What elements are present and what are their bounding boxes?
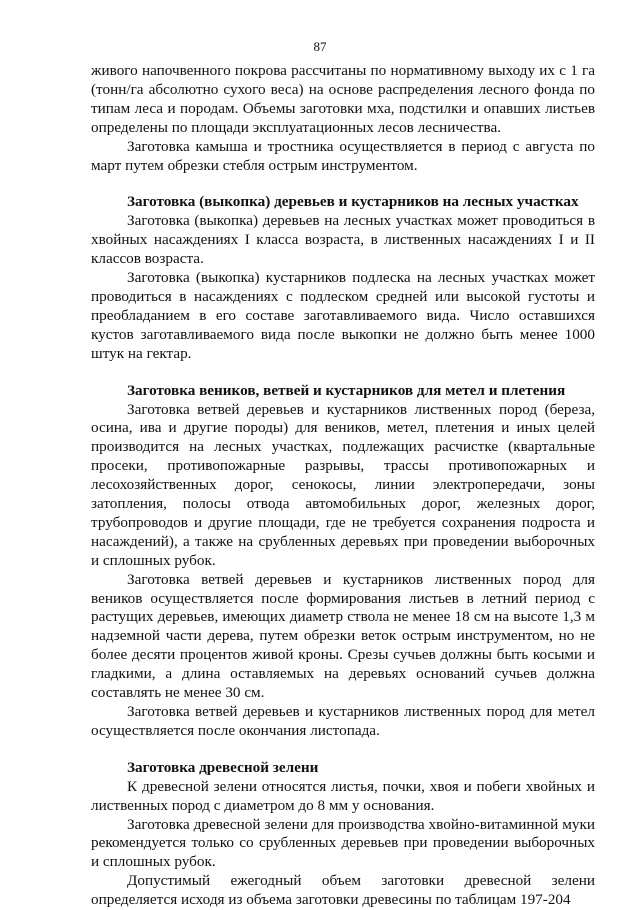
paragraph: Допустимый ежегодный объем заготовки древесной зелени определяется исходя из объема заготовки древесины по таблицам 197-204 <box>91 872 595 909</box>
paragraph: Заготовка древесной зелени для производства хвойно-витаминной муки рекомендуется только со срубленных деревьев при проведении выборочных и сплошных рубок. <box>91 815 595 871</box>
paragraph: живого напочвенного покрова рассчитаны по нормативному выходу их с 1 га (тонн/га абсолютно сухого веса) на основе распределения лесного фонда по типам леса и породам. Объемы заготовки мха, подстилки и опавших листьев определены по площади эксплуатационных лесов лесничества. <box>91 62 595 136</box>
paragraph: Заготовка (выкопка) деревьев на лесных участках может проводиться в хвойных насаждениях I класса возраста, в лиственных насаждениях I и II классов возраста. <box>91 212 595 268</box>
paragraph: Заготовка ветвей деревьев и кустарников лиственных пород для веников осуществляется после формирования листьев в летний период с растущих деревьев, имеющих диаметр ствола не менее 18 см на высоте 1,3 м надземной части дерева, путем обрезки веток острым инструментом, но не более десяти процентов живой кроны. Срезы сучьев должны быть косыми и гладкими, а длина оставляемых на деревьях оснований сучьев должна составлять не менее 30 см. <box>91 570 595 702</box>
page-number: 87 <box>313 39 327 54</box>
paragraph: Заготовка ветвей деревьев и кустарников лиственных пород для метел осуществляется после окончания листопада. <box>91 703 595 739</box>
section-heading: Заготовка веников, ветвей и кустарников для метел и плетения <box>127 381 566 399</box>
paragraph: Заготовка ветвей деревьев и кустарников лиственных пород (береза, осина, ива и другие породы) для веников, метел, плетения и иных целей производится на лесных участках, подлежащих расчистке (квартальные просеки, противопожарные разрывы, трассы противопожарных и лесохозяйственных дорог, сенокосы, линии электропередачи, зоны затопления, полосы отвода автомобильных дорог, железных дорог, трубопроводов и другие площади, где не требуется сохранения подроста и насаждений), а также на срубленных деревьях при проведении выборочных и сплошных рубок. <box>91 400 595 569</box>
section-heading: Заготовка (выкопка) деревьев и кустарников на лесных участках <box>127 193 579 211</box>
document-body <box>91 62 595 910</box>
paragraph: Заготовка камыша и тростника осуществляется в период с августа по март путем обрезки стебля острым инструментом. <box>91 137 595 174</box>
section-heading: Заготовка древесной зелени <box>127 758 319 776</box>
paragraph: Заготовка (выкопка) кустарников подлеска на лесных участках может проводиться в насаждениях с подлеском средней или высокой густоты и преобладанием в его составе заготавливаемого вида. Число оставшихся кустов заготавливаемого вида после выкопки не должно быть менее 1000 штук на гектар. <box>91 269 595 362</box>
paragraph: К древесной зелени относятся листья, почки, хвоя и побеги хвойных и лиственных пород с диаметром до 8 мм у основания. <box>91 777 595 814</box>
